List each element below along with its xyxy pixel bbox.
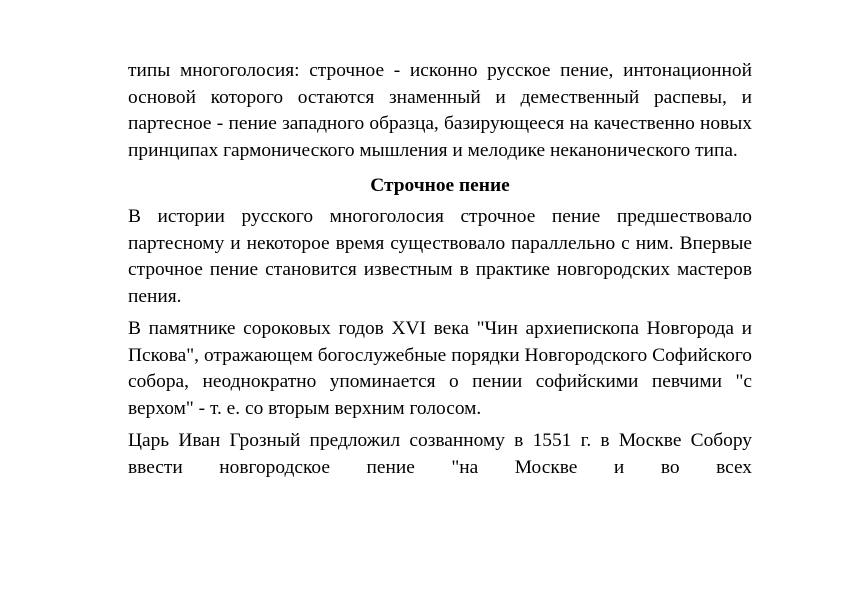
paragraph-3: Царь Иван Грозный предложил созванному в 1551 г. в Москве Собору ввести новгородское пение "на Москве и во всех: [128, 430, 752, 478]
intro-paragraph: типы многоголосия: строчное - исконно русское пение, интонационной основой которого остаются знаменный и демественный распевы, и партесное - пение западного образца, базирующееся на качественно новых принципах гармонического мышления и мелодике неканонического типа.: [128, 60, 752, 161]
paragraph-2: В памятнике сороковых годов XVI века "Чин архиепископа Новгорода и Пскова", отражающем богослужебные порядки Новгородского Софийского собора, неоднократно упоминается о пении софийскими певчими "с верхом" - т. е. со вторым верхним голосом.: [128, 318, 752, 419]
section-heading: Строчное пение: [370, 175, 510, 196]
document-page: [128, 58, 752, 481]
paragraph-1: В истории русского многоголосия строчное пение предшествовало партесному и некоторое время существовало параллельно с ним. Впервые строчное пение становится известным в практике новгородских мастеров пения.: [128, 206, 752, 307]
